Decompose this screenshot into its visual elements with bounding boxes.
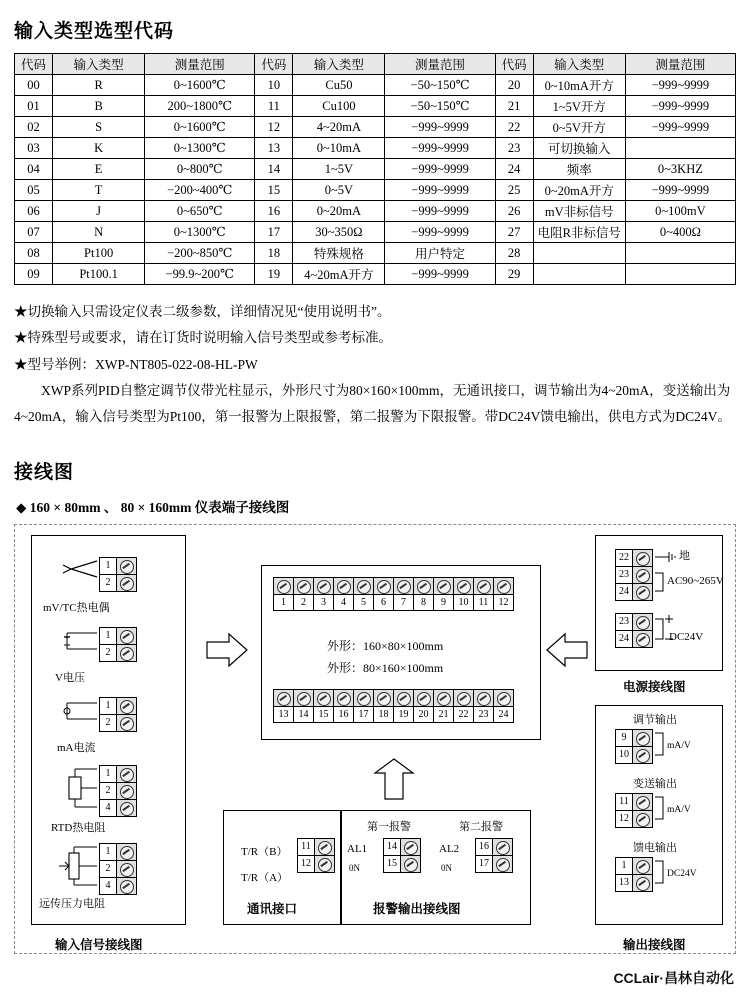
table-row	[15, 96, 736, 117]
screw-icon	[494, 690, 513, 706]
output-signal-feed: DC24V	[667, 868, 697, 879]
cell-range: −200~850℃	[145, 243, 255, 264]
table-row	[15, 201, 736, 222]
terminal-number: 14	[294, 706, 313, 722]
cell-range: −999~9999	[385, 138, 495, 159]
cell-range: −999~9999	[625, 117, 735, 138]
terminal-number: 3	[314, 594, 333, 610]
alarm-group-label: 报警输出接线图	[373, 901, 461, 916]
arrow-right-icon	[205, 630, 249, 670]
screw-icon	[434, 690, 453, 706]
cell-code: 29	[495, 264, 533, 285]
power-ac-label: AC90~265V	[667, 574, 724, 587]
terminal-number: 2	[100, 715, 117, 731]
terminal-strip-top	[273, 577, 514, 611]
cell-type: 电阻R非标信号	[533, 222, 625, 243]
terminal-number: 11	[616, 794, 633, 810]
cell-code: 05	[15, 180, 53, 201]
screw-icon	[117, 878, 136, 894]
terminal-block-alarm2	[475, 838, 513, 873]
table-row	[15, 138, 736, 159]
terminal-number: 22	[454, 706, 473, 722]
cell-range: −999~9999	[385, 180, 495, 201]
screw-icon	[294, 578, 313, 594]
cell-range: −50~150℃	[385, 75, 495, 96]
terminal-number: 1	[616, 858, 633, 874]
wiring-section-title: 接线图	[14, 461, 75, 483]
potentiometer-icon	[55, 841, 99, 893]
screw-icon	[374, 690, 393, 706]
terminal-number: 21	[434, 706, 453, 722]
alarm1-contact-label: 0N	[349, 862, 360, 873]
terminal-number: 24	[616, 584, 633, 600]
cell-type: S	[53, 117, 145, 138]
terminal-number: 4	[334, 594, 353, 610]
terminal-block-voltage	[99, 627, 137, 662]
screw-icon	[314, 690, 333, 706]
cell-type: 0~20mA开方	[533, 180, 625, 201]
terminal-number: 15	[314, 706, 333, 722]
cell-type: 30~350Ω	[293, 222, 385, 243]
screw-icon	[633, 631, 652, 647]
screw-icon	[633, 567, 652, 583]
terminal-number: 15	[384, 856, 401, 872]
alarm1-name: AL1	[347, 842, 368, 855]
cell-range: 0~100mV	[625, 201, 735, 222]
cell-type: Cu100	[293, 96, 385, 117]
cell-range: −50~150℃	[385, 96, 495, 117]
table-header	[15, 54, 736, 75]
cell-code: 14	[255, 159, 293, 180]
terminal-number: 1	[274, 594, 293, 610]
screw-icon	[315, 856, 334, 872]
terminal-number: 9	[616, 730, 633, 746]
terminal-number: 1	[100, 766, 117, 782]
screw-icon	[315, 839, 334, 855]
col-header-code-2: 代码	[255, 54, 293, 75]
footer-logo: CCLair·昌林自动化	[613, 970, 734, 986]
screw-icon	[117, 800, 136, 816]
screw-icon	[274, 690, 293, 706]
terminal-block-feed-output	[615, 857, 653, 892]
cell-code: 03	[15, 138, 53, 159]
screw-icon	[633, 875, 652, 891]
screw-icon	[117, 645, 136, 661]
screw-icon	[414, 690, 433, 706]
cell-type: 0~5V	[293, 180, 385, 201]
output-item-title-transmit: 变送输出	[633, 777, 677, 790]
arrow-up-icon	[373, 757, 415, 801]
col-header-type-3: 输入类型	[533, 54, 625, 75]
screw-icon	[117, 861, 136, 877]
screw-icon	[117, 698, 136, 714]
arrow-left-icon	[545, 630, 589, 670]
comm-line-label-b: T/R（B）	[241, 845, 288, 858]
thermocouple-icon	[59, 555, 99, 591]
alarm2-title: 第二报警	[459, 820, 503, 833]
input-block-label-current: mA电流	[57, 741, 96, 754]
cell-type: 频率	[533, 159, 625, 180]
screw-icon	[633, 858, 652, 874]
screw-icon	[314, 578, 333, 594]
current-source-icon	[63, 695, 99, 731]
terminal-number: 2	[100, 783, 117, 799]
cell-code: 21	[495, 96, 533, 117]
cell-range: 200~1800℃	[145, 96, 255, 117]
screw-icon	[117, 575, 136, 591]
screw-icon	[334, 690, 353, 706]
terminal-block-mv-tc	[99, 557, 137, 592]
cell-code: 24	[495, 159, 533, 180]
terminal-number: 20	[414, 706, 433, 722]
screw-icon	[414, 578, 433, 594]
cell-type: J	[53, 201, 145, 222]
cell-range: 0~650℃	[145, 201, 255, 222]
screw-icon	[394, 690, 413, 706]
cell-code: 15	[255, 180, 293, 201]
cell-range: −999~9999	[625, 96, 735, 117]
terminal-block-alarm1	[383, 838, 421, 873]
input-block-label-rtd: RTD热电阻	[51, 821, 106, 834]
screw-icon	[294, 690, 313, 706]
terminal-number: 11	[474, 594, 493, 610]
col-header-type-1: 输入类型	[53, 54, 145, 75]
cell-range: 0~1300℃	[145, 138, 255, 159]
cell-type: 特殊规格	[293, 243, 385, 264]
cell-range	[625, 243, 735, 264]
screw-icon	[454, 690, 473, 706]
terminal-number: 2	[294, 594, 313, 610]
cell-range	[625, 264, 735, 285]
cell-type: Pt100.1	[53, 264, 145, 285]
screw-icon	[493, 856, 512, 872]
col-header-range-1: 测量范围	[145, 54, 255, 75]
terminal-number: 2	[100, 645, 117, 661]
cell-code: 17	[255, 222, 293, 243]
cell-type	[533, 243, 625, 264]
table-row	[15, 264, 736, 285]
cell-range: 0~1300℃	[145, 222, 255, 243]
cell-range: −999~9999	[385, 264, 495, 285]
input-block-label-voltage: V电压	[55, 671, 85, 684]
cell-type: Pt100	[53, 243, 145, 264]
cell-range: −999~9999	[385, 201, 495, 222]
cell-type: R	[53, 75, 145, 96]
screw-icon	[334, 578, 353, 594]
cell-type	[533, 264, 625, 285]
terminal-block-regulate-output	[615, 729, 653, 764]
terminal-number: 24	[494, 706, 513, 722]
page-title: 输入类型选型代码	[14, 21, 175, 42]
output-signal-transmit: mA/V	[667, 804, 691, 815]
table-row	[15, 159, 736, 180]
output-item-title-regulate: 调节输出	[633, 713, 677, 726]
terminal-block-transmit-output	[615, 793, 653, 828]
instrument-size-line-2: 外形：80×160×100mm	[327, 660, 444, 675]
power-group-label: 电源接线图	[623, 679, 686, 694]
terminal-block-comm	[297, 838, 335, 873]
col-header-code-1: 代码	[15, 54, 53, 75]
cell-range: −200~400℃	[145, 180, 255, 201]
cell-range: 0~1600℃	[145, 117, 255, 138]
cell-range: 0~1600℃	[145, 75, 255, 96]
screw-icon	[633, 794, 652, 810]
screw-icon	[494, 578, 513, 594]
cell-code: 25	[495, 180, 533, 201]
cell-range: 用户特定	[385, 243, 495, 264]
col-header-type-2: 输入类型	[293, 54, 385, 75]
cell-range: 0~400Ω	[625, 222, 735, 243]
col-header-range-3: 测量范围	[625, 54, 735, 75]
cell-type: N	[53, 222, 145, 243]
terminal-number: 17	[476, 856, 493, 872]
cell-range: −999~9999	[385, 117, 495, 138]
cell-type: E	[53, 159, 145, 180]
terminal-number: 6	[374, 594, 393, 610]
terminal-number: 13	[274, 706, 293, 722]
screw-icon	[434, 578, 453, 594]
cell-range: −999~9999	[385, 159, 495, 180]
cell-range: −999~9999	[625, 75, 735, 96]
screw-icon	[474, 578, 493, 594]
cell-type: mV非标信号	[533, 201, 625, 222]
rtd-resistor-icon	[59, 763, 99, 815]
screw-icon	[394, 578, 413, 594]
terminal-number: 16	[334, 706, 353, 722]
terminal-number: 10	[454, 594, 473, 610]
cell-code: 01	[15, 96, 53, 117]
screw-icon	[454, 578, 473, 594]
cell-code: 19	[255, 264, 293, 285]
cell-range: 0~3KHZ	[625, 159, 735, 180]
cell-type: T	[53, 180, 145, 201]
terminal-number: 23	[616, 567, 633, 583]
wiring-caption: ◆ 160 × 80mm 、 80 × 160mm 仪表端子接线图	[16, 499, 290, 515]
wiring-diagram	[14, 524, 736, 954]
terminal-number: 4	[100, 878, 117, 894]
terminal-number: 1	[100, 558, 117, 574]
terminal-number: 2	[100, 575, 117, 591]
table-body	[15, 75, 736, 285]
cell-type: 0~5V开方	[533, 117, 625, 138]
cell-type: 可切换输入	[533, 138, 625, 159]
input-type-code-table	[14, 53, 736, 285]
screw-icon	[374, 578, 393, 594]
cell-code: 22	[495, 117, 533, 138]
terminal-number: 9	[434, 594, 453, 610]
terminal-number: 5	[354, 594, 373, 610]
alarm1-title: 第一报警	[367, 820, 411, 833]
terminal-number: 14	[384, 839, 401, 855]
cell-code: 11	[255, 96, 293, 117]
screw-icon	[117, 844, 136, 860]
screw-icon	[493, 839, 512, 855]
screw-icon	[117, 766, 136, 782]
cell-type: 0~20mA	[293, 201, 385, 222]
cell-code: 26	[495, 201, 533, 222]
notes-block	[14, 299, 736, 431]
cell-code: 00	[15, 75, 53, 96]
note-paragraph: XWP系列PID自整定调节仪带光柱显示，外形尺寸为80×160×100mm，无通讯接口，调节输出为4~20mA，变送输出为4~20mA，输入信号类型为Pt100，第一报警为上限报警，第二报警为下限报警。带DC24V馈电输出，供电方式为DC24V。	[14, 382, 731, 425]
screw-icon	[633, 747, 652, 763]
cell-code: 28	[495, 243, 533, 264]
input-block-label-remote-pressure: 远传压力电阻	[39, 897, 105, 910]
screw-icon	[633, 811, 652, 827]
ground-icon	[655, 551, 679, 563]
cell-range: −999~9999	[625, 180, 735, 201]
terminal-block-dc-power	[615, 613, 653, 648]
col-header-range-2: 测量范围	[385, 54, 495, 75]
cell-type: 0~10mA	[293, 138, 385, 159]
screw-icon	[633, 730, 652, 746]
cell-code: 04	[15, 159, 53, 180]
screw-icon	[401, 856, 420, 872]
cell-type: K	[53, 138, 145, 159]
output-group-label: 输出接线图	[623, 937, 686, 952]
screw-icon	[633, 584, 652, 600]
terminal-number: 1	[100, 698, 117, 714]
terminal-number: 12	[616, 811, 633, 827]
cell-code: 18	[255, 243, 293, 264]
cell-type: B	[53, 96, 145, 117]
terminal-number: 12	[494, 594, 513, 610]
terminal-number: 24	[616, 631, 633, 647]
cell-code: 27	[495, 222, 533, 243]
screw-icon	[474, 690, 493, 706]
terminal-number: 19	[394, 706, 413, 722]
terminal-block-ac-power	[615, 549, 653, 601]
terminal-block-remote-pressure	[99, 843, 137, 895]
terminal-number: 12	[298, 856, 315, 872]
terminal-number: 1	[100, 628, 117, 644]
terminal-number: 8	[414, 594, 433, 610]
cell-type: 0~10mA开方	[533, 75, 625, 96]
cell-type: 1~5V开方	[533, 96, 625, 117]
cell-range: −99.9~200℃	[145, 264, 255, 285]
cell-code: 09	[15, 264, 53, 285]
screw-icon	[117, 628, 136, 644]
cell-range: 0~800℃	[145, 159, 255, 180]
terminal-number: 1	[100, 844, 117, 860]
screw-icon	[633, 614, 652, 630]
comm-line-label-a: T/R（A）	[241, 871, 289, 884]
table-row	[15, 180, 736, 201]
terminal-number: 16	[476, 839, 493, 855]
power-dc-label: DC24V	[669, 630, 704, 643]
screw-icon	[354, 690, 373, 706]
power-ground-label: 地	[679, 549, 690, 562]
cell-type: 1~5V	[293, 159, 385, 180]
screw-icon	[117, 558, 136, 574]
instrument-size-line-1: 外形：160×80×100mm	[327, 638, 444, 653]
cell-type: 4~20mA开方	[293, 264, 385, 285]
terminal-block-rtd	[99, 765, 137, 817]
note-line-3: ★型号举例：XWP-NT805-022-08-HL-PW	[14, 356, 258, 372]
cell-code: 08	[15, 243, 53, 264]
terminal-number: 10	[616, 747, 633, 763]
comm-group-label: 通讯接口	[247, 901, 298, 916]
cell-code: 02	[15, 117, 53, 138]
screw-icon	[354, 578, 373, 594]
terminal-number: 22	[616, 550, 633, 566]
terminal-number: 23	[474, 706, 493, 722]
output-item-title-feed: 馈电输出	[633, 841, 677, 854]
cell-code: 06	[15, 201, 53, 222]
cell-code: 20	[495, 75, 533, 96]
cell-range	[625, 138, 735, 159]
cell-code: 07	[15, 222, 53, 243]
terminal-block-current	[99, 697, 137, 732]
screw-icon	[117, 783, 136, 799]
voltage-source-icon	[63, 625, 99, 661]
table-row	[15, 117, 736, 138]
terminal-number: 4	[100, 800, 117, 816]
alarm2-contact-label: 0N	[441, 862, 452, 873]
terminal-number: 18	[374, 706, 393, 722]
cell-range: −999~9999	[385, 222, 495, 243]
table-row	[15, 75, 736, 96]
terminal-number: 11	[298, 839, 315, 855]
terminal-strip-bottom	[273, 689, 514, 723]
cell-code: 16	[255, 201, 293, 222]
alarm2-name: AL2	[439, 842, 460, 855]
output-signal-regulate: mA/V	[667, 740, 691, 751]
cell-type: 4~20mA	[293, 117, 385, 138]
terminal-number: 2	[100, 861, 117, 877]
col-header-code-3: 代码	[495, 54, 533, 75]
terminal-number: 13	[616, 875, 633, 891]
cell-code: 10	[255, 75, 293, 96]
table-row	[15, 243, 736, 264]
cell-type: Cu50	[293, 75, 385, 96]
terminal-number: 23	[616, 614, 633, 630]
input-signal-group-label: 输入信号接线图	[55, 937, 143, 952]
screw-icon	[274, 578, 293, 594]
cell-code: 12	[255, 117, 293, 138]
cell-code: 23	[495, 138, 533, 159]
note-line-1: ★切换输入只需设定仪表二级参数，详细情况见“使用说明书”。	[14, 304, 391, 319]
table-header-row	[15, 54, 736, 75]
input-block-label-mv-tc: mV/TC热电偶	[43, 601, 110, 614]
screw-icon	[117, 715, 136, 731]
terminal-number: 7	[394, 594, 413, 610]
screw-icon	[401, 839, 420, 855]
screw-icon	[633, 550, 652, 566]
note-line-2: ★特殊型号或要求，请在订货时说明输入信号类型或参考标准。	[14, 330, 392, 346]
table-row	[15, 222, 736, 243]
cell-code: 13	[255, 138, 293, 159]
terminal-number: 17	[354, 706, 373, 722]
